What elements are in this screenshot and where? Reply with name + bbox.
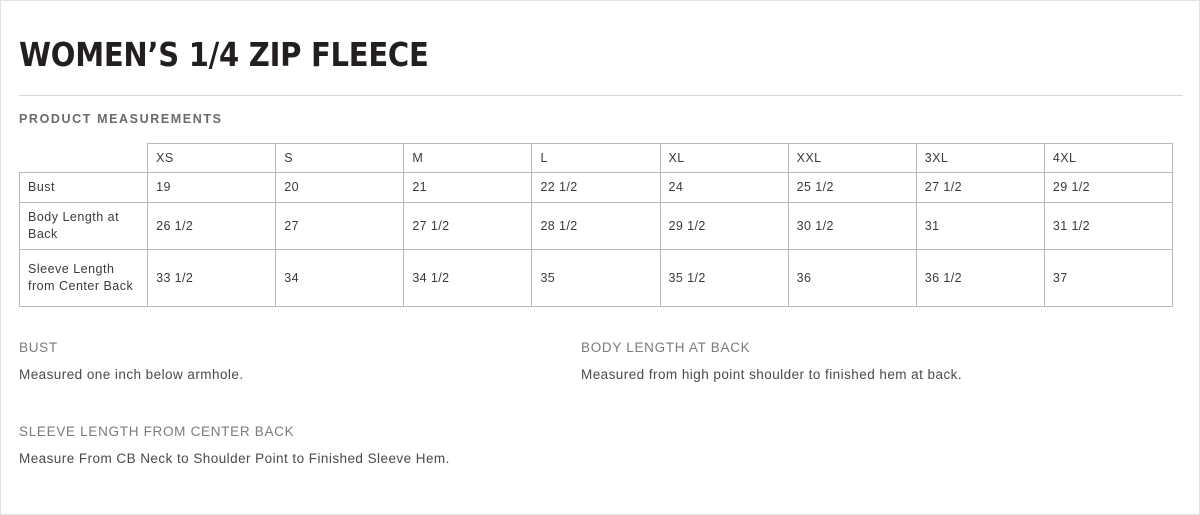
row-label-bust: Bust [20,173,148,203]
measurements-table [19,143,1173,307]
cell-bust-4xl: 29 1/2 [1044,173,1172,203]
cell-body-length-l: 28 1/2 [532,202,660,249]
cell-bust-xl: 24 [660,173,788,203]
cell-body-length-xs: 26 1/2 [148,202,276,249]
row-label-sleeve-length-from-center-back: Sleeve Length from Center Back [20,249,148,306]
column-header-s: S [276,144,404,173]
cell-body-length-4xl: 31 1/2 [1044,202,1172,249]
cell-sleeve-length-4xl: 37 [1044,249,1172,306]
table-row [20,249,1173,306]
cell-body-length-xxl: 30 1/2 [788,202,916,249]
cell-bust-3xl: 27 1/2 [916,173,1044,203]
note-bust [19,340,559,382]
note-bust-heading: BUST [19,339,58,355]
column-header-4xl: 4XL [1044,144,1172,173]
cell-sleeve-length-xxl: 36 [788,249,916,306]
cell-sleeve-length-3xl: 36 1/2 [916,249,1044,306]
table-header-row [20,144,1173,173]
cell-sleeve-length-l: 35 [532,249,660,306]
cell-sleeve-length-xs: 33 1/2 [148,249,276,306]
column-header-xxl: XXL [788,144,916,173]
note-sleeve-length-heading: SLEEVE LENGTH FROM CENTER BACK [19,423,295,439]
cell-bust-l: 22 1/2 [532,173,660,203]
cell-bust-m: 21 [404,173,532,203]
cell-body-length-xl: 29 1/2 [660,202,788,249]
column-header-l: L [532,144,660,173]
section-label-product-measurements: PRODUCT MEASUREMENTS [19,112,223,126]
column-header-m: M [404,144,532,173]
page-content [19,1,1183,466]
cell-bust-xxl: 25 1/2 [788,173,916,203]
table-corner-cell [20,144,148,173]
cell-bust-s: 20 [276,173,404,203]
column-header-xs: XS [148,144,276,173]
cell-body-length-s: 27 [276,202,404,249]
cell-body-length-m: 27 1/2 [404,202,532,249]
note-sleeve-length-text: Measure From CB Neck to Shoulder Point to Finished Sleeve Hem. [19,450,450,466]
cell-sleeve-length-m: 34 1/2 [404,249,532,306]
cell-body-length-3xl: 31 [916,202,1044,249]
column-header-3xl: 3XL [916,144,1044,173]
table-row [20,173,1173,203]
note-body-length-text: Measured from high point shoulder to finished hem at back. [581,366,963,382]
note-body-length-at-back [581,340,1161,382]
cell-bust-xs: 19 [148,173,276,203]
table-header [20,144,1173,173]
row-label-body-length-at-back: Body Length at Back [20,202,148,249]
title-divider [19,95,1183,96]
column-header-xl: XL [660,144,788,173]
cell-sleeve-length-s: 34 [276,249,404,306]
note-bust-text: Measured one inch below armhole. [19,366,244,382]
table-row [20,202,1173,249]
cell-sleeve-length-xl: 35 1/2 [660,249,788,306]
table-body [20,173,1173,307]
page-title: WOMEN’S 1/4 ZIP FLEECE [19,35,429,74]
note-sleeve-length-from-center-back [19,424,619,466]
note-body-length-heading: BODY LENGTH AT BACK [581,339,751,355]
